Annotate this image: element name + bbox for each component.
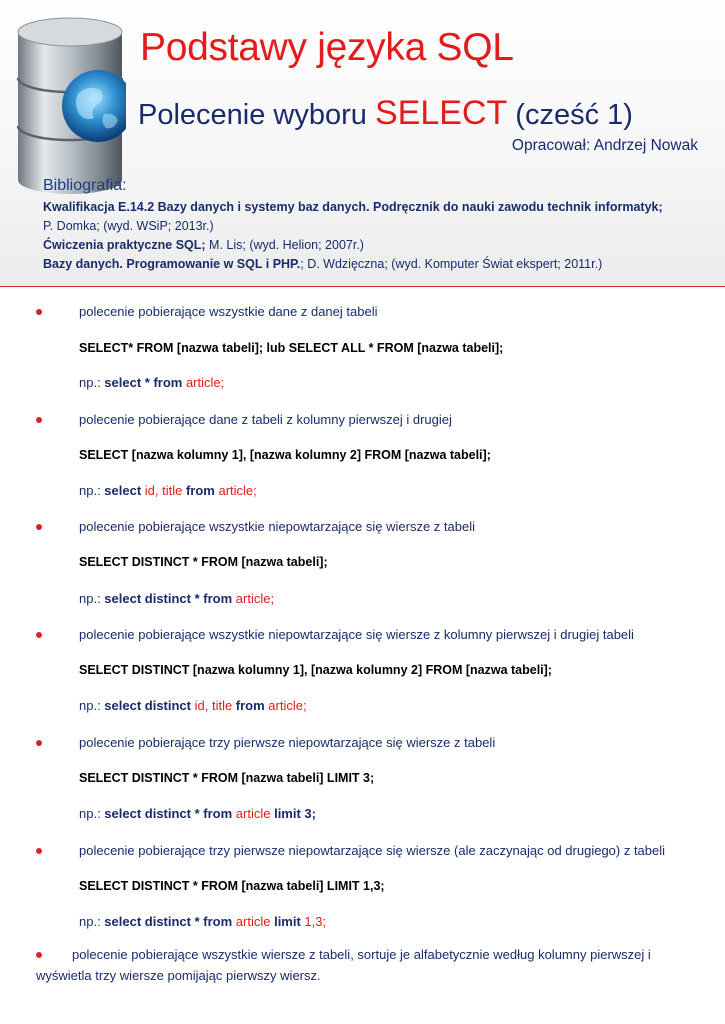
item-description: polecenie pobierające wszystkie dane z danej tabeli xyxy=(79,304,378,319)
bibliography-list xyxy=(43,198,663,274)
sql-syntax: SELECT DISTINCT * FROM [nazwa tabeli]; xyxy=(79,555,328,569)
item-description: polecenie pobierające dane z tabeli z kolumny pierwszej i drugiej xyxy=(79,412,452,427)
sql-example xyxy=(79,914,326,929)
bullet-icon xyxy=(36,632,42,638)
example-prefix: np.: xyxy=(79,591,105,606)
example-keyword: from xyxy=(235,698,265,713)
bibliography-details: M. Lis; (wyd. Helion; 2007r.) xyxy=(205,238,364,252)
bibliography-entry xyxy=(43,236,663,255)
bullet-icon xyxy=(36,952,42,958)
example-terminator: ; xyxy=(253,483,257,498)
subtitle-prefix: Polecenie wyboru xyxy=(138,99,375,131)
bibliography-entry xyxy=(43,255,663,274)
example-identifier: id, title xyxy=(191,698,236,713)
bibliography-title: Kwalifikacja E.14.2 Bazy danych i systemy baz danych. Podręcznik do nauki zawodu technik informatyk; xyxy=(43,200,663,214)
example-identifier: article; xyxy=(232,591,275,606)
example-keyword: limit 3; xyxy=(274,806,316,821)
sql-syntax: SELECT DISTINCT * FROM [nazwa tabeli] LIMIT 3; xyxy=(79,771,375,785)
sql-example xyxy=(79,591,274,606)
example-keyword: select distinct xyxy=(104,698,191,713)
item-description: polecenie pobierające wszystkie wiersze z tabeli, sortuje je alfabetycznie według kolumny pierwszej i wyświetla trzy wiersze pomijając pierwszy wiersz. xyxy=(36,947,651,983)
bibliography-heading: Bibliografia: xyxy=(43,177,127,194)
example-keyword: select distinct * from xyxy=(104,914,233,929)
header-divider xyxy=(0,286,725,287)
example-keyword: select distinct * from xyxy=(104,591,233,606)
subtitle-keyword: SELECT xyxy=(374,94,508,132)
example-identifier: 1,3; xyxy=(300,914,327,929)
item-description: polecenie pobierające wszystkie niepowtarzające się wiersze z kolumny pierwszej i drugiej tabeli xyxy=(79,627,634,642)
example-prefix: np.: xyxy=(79,806,105,821)
bullet-icon xyxy=(36,848,42,854)
sql-syntax: SELECT DISTINCT * FROM [nazwa tabeli] LIMIT 1,3; xyxy=(79,879,385,893)
bibliography-details: ; D. Wdzięczna; (wyd. Komputer Świat ekspert; 2011r.) xyxy=(300,257,603,271)
example-identifier: article; xyxy=(264,698,307,713)
bibliography-entry xyxy=(43,217,663,236)
example-prefix: np.: xyxy=(79,914,105,929)
bibliography-details: P. Domka; (wyd. WSiP; 2013r.) xyxy=(43,219,214,233)
header-banner xyxy=(0,0,725,286)
example-prefix: np.: xyxy=(79,698,105,713)
sql-syntax: SELECT [nazwa kolumny 1], [nazwa kolumny 2] FROM [nazwa tabeli]; xyxy=(79,448,491,462)
sql-example xyxy=(79,375,224,390)
bullet-icon xyxy=(36,524,42,530)
example-keyword: limit xyxy=(274,914,301,929)
example-keyword: select xyxy=(104,483,142,498)
example-keyword: from xyxy=(185,483,215,498)
item-description: polecenie pobierające trzy pierwsze niepowtarzające się wiersze z tabeli xyxy=(79,735,496,750)
example-identifier: article xyxy=(232,914,275,929)
subtitle-suffix: (cześć 1) xyxy=(507,99,633,131)
item-description: polecenie pobierające trzy pierwsze niepowtarzające się wiersze (ale zaczynając od drugiego) z tabeli xyxy=(79,843,666,858)
example-identifier: article xyxy=(214,483,254,498)
example-prefix: np.: xyxy=(79,483,105,498)
example-identifier: id, title xyxy=(141,483,186,498)
sql-example xyxy=(79,698,307,713)
example-identifier: article xyxy=(182,375,221,390)
bibliography-title: Bazy danych. Programowanie w SQL i PHP. xyxy=(43,257,301,271)
example-terminator: ; xyxy=(220,375,225,390)
sql-example xyxy=(79,483,257,498)
bibliography-title: Ćwiczenia praktyczne SQL; xyxy=(43,238,206,252)
bullet-icon xyxy=(36,309,42,315)
example-keyword: select distinct * from xyxy=(104,806,233,821)
item-description: polecenie pobierające wszystkie niepowtarzające się wiersze z tabeli xyxy=(79,519,475,534)
database-globe-icon xyxy=(14,14,126,198)
example-identifier: article xyxy=(232,806,275,821)
sql-syntax: SELECT* FROM [nazwa tabeli]; lub SELECT ALL * FROM [nazwa tabeli]; xyxy=(79,341,504,355)
page-title: Podstawy języka SQL xyxy=(140,26,514,69)
page-subtitle xyxy=(138,94,633,133)
bibliography-entry xyxy=(43,198,663,217)
example-prefix: np.: xyxy=(79,375,105,390)
example-keyword: select * from xyxy=(104,375,183,390)
sql-syntax: SELECT DISTINCT [nazwa kolumny 1], [nazwa kolumny 2] FROM [nazwa tabeli]; xyxy=(79,663,552,677)
sql-example xyxy=(79,806,316,821)
list-item xyxy=(36,944,691,986)
author: Opracował: Andrzej Nowak xyxy=(511,137,698,154)
bullet-icon xyxy=(36,740,42,746)
bullet-icon xyxy=(36,417,42,423)
